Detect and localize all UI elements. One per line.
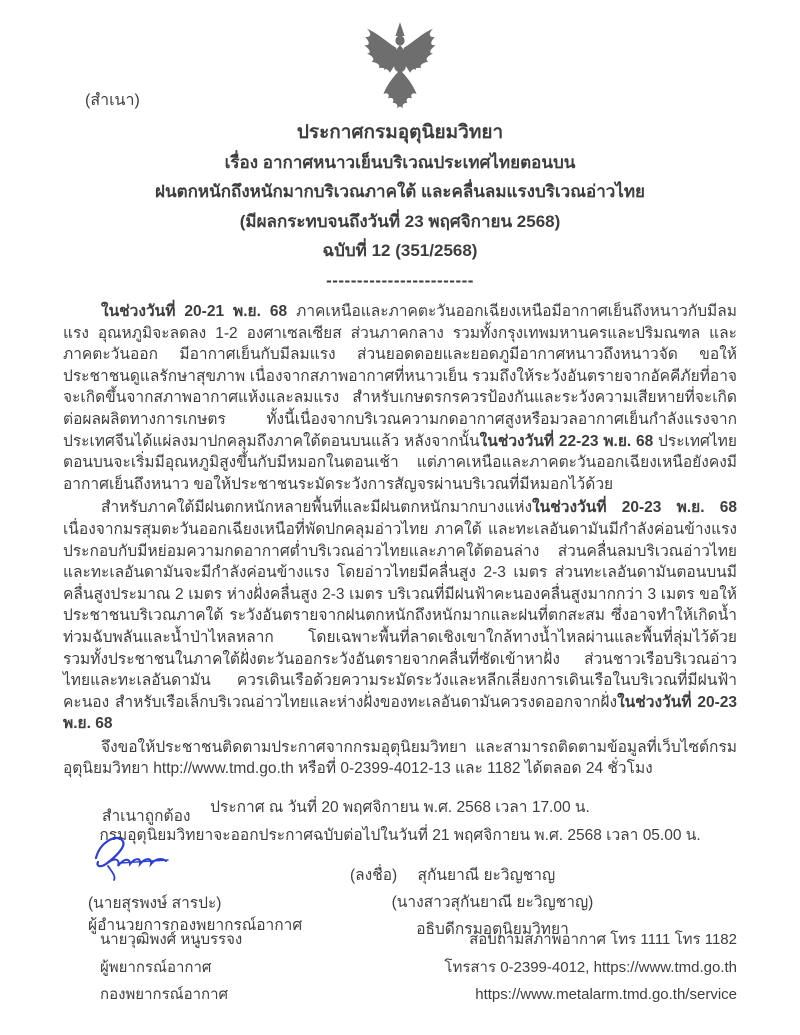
paragraph-3: จึงขอให้ประชาชนติดตามประกาศจากกรมอุตุนิยมวิทยา และสามารถติดตามข้อมูลที่เว็บไซต์กรมอุตุนิยมวิทยา http://www.tmd.go.th หรือที่ 0-2399-4012-13 และ 1182 ได้ตลอด 24 ชั่วโมง: [63, 738, 737, 778]
body-text: [63, 301, 737, 780]
signed-name: สุกันยาณี ยะวิญชาญ: [417, 867, 556, 885]
paragraph-2: สำหรับภาคใต้มีฝนตกหนักหลายพื้นที่และมีฝนตกหนักมากบางแห่งในช่วงวันที่ 20-23 พ.ย. 68 เนื่องจากมรสุมตะวันออกเฉียงเหนือที่พัดปกคลุมอ่าวไทย ภาคใต้ และทะเลอันดามันมีกำลังค่อนข้างแรง ประกอบกับมีหย่อมความกดอากาศต่ำบริเวณอ่าวไทยและภาคใต้ตอนล่าง ส่วนคลื่นลมบริเวณอ่าวไทยและทะเลอันดามันจะมีกำลังค่อนข้างแรง โดยอ่าวไทยมีคลื่นสูง 2-3 เมตร ส่วนทะเลอันดามันตอนบนมีคลื่นสูงประมาณ 2 เมตร ห่างฝั่งคลื่นสูง 2-3 เมตร บริเวณที่มีฝนฟ้าคะนองคลื่นสูงมากกว่า 3 เมตร ขอให้ประชาชนบริเวณภาคใต้ ระวังอันตรายจากฝนตกหนักถึงหนักมากและฝนที่ตกสะสม ซึ่งอาจทำให้เกิดน้ำท่วมฉับพลันและน้ำป่าไหลหลาก โดยเฉพาะพื้นที่ลาดเชิงเขาใกล้ทางน้ำไหลผ่านและพื้นที่ลุ่มไว้ด้วย รวมทั้งประชาชนในภาคใต้ฝั่งตะวันออกระวังอันตรายจากคลื่นที่ซัดเข้าหาฝั่ง ส่วนชาวเรือบริเวณอ่าวไทยและทะเลอันดามัน ควรเดินเรือด้วยความระมัดระวังและหลีกเลี่ยงการเดินเรือในบริเวณที่มีฝนฟ้าคะนอง สำหรับเรือเล็กบริเวณอ่าวไทยและห่างฝั่งของทะเลอันดามันควรงดออกจากฝั่งในช่วงวันที่ 20-23 พ.ย. 68: [63, 499, 737, 733]
footer-left-column: [100, 926, 242, 1009]
issued-date-line: ประกาศ ณ วันที่ 20 พฤศจิกายน พ.ศ. 2568 เวลา 17.00 น.: [210, 799, 590, 817]
subject-line-2: ฝนตกหนักถึงหนักมากบริเวณภาคใต้ และคลื่นลมแรงบริเวณอ่าวไทย: [154, 182, 646, 201]
weather-inquiry-phones: สอบถามสภาพอากาศ โทร 1111 โทร 1182: [469, 931, 737, 948]
effective-note: (มีผลกระทบจนถึงวันที่ 23 พฤศจิกายน 2568): [239, 211, 561, 231]
forecaster-division: กองพยากรณ์อากาศ: [100, 986, 229, 1003]
signed-line: [350, 862, 635, 889]
certifier-name: (นายสุรพงษ์ สารปะ): [88, 895, 222, 912]
document-title: ประกาศกรมอุตุนิยมวิทยา: [296, 122, 504, 143]
signer-name-parens: (นางสาวสุกันยาณี ยะวิญชาญ): [391, 894, 594, 912]
footer-right-column: [444, 926, 737, 1009]
garuda-emblem-icon: [354, 22, 446, 123]
header-block: [0, 118, 800, 295]
copy-label: (สำเนา): [85, 92, 140, 109]
next-issue-line: กรมอุตุนิยมวิทยาจะออกประกาศฉบับต่อไปในวันที่ 21 พฤศจิกายน พ.ศ. 2568 เวลา 05.00 น.: [99, 827, 701, 845]
fax-and-website: โทรสาร 0-2399-4012, https://www.tmd.go.th: [444, 958, 737, 976]
handwritten-signature-icon: [86, 830, 302, 889]
paragraph-1: ในช่วงวันที่ 20-21 พ.ย. 68 ภาคเหนือและภาคตะวันออกเฉียงเหนือมีอากาศเย็นถึงหนาวกับมีลมแรง อุณหภูมิจะลดลง 1-2 องศาเซลเซียส ส่วนภาคกลาง รวมทั้งกรุงเทพมหานครและปริมณฑล และภาคตะวันออก มีอากาศเย็นกับมีลมแรง ส่วนยอดดอยและยอดภูมีอากาศหนาวถึงหนาวจัด ขอให้ประชาชนดูแลรักษาสุขภาพ เนื่องจากสภาพอากาศที่หนาวเย็น รวมถึงให้ระวังอันตรายจากอัคคีภัยที่อาจจะเกิดขึ้นจากสภาพอากาศแห้งและลมแรง สำหรับเกษตรกรควรป้องกันและระวังความเสียหายที่จะเกิดต่อผลผลิตทางการเกษตร ทั้งนี้เนื่องจากบริเวณความกดอากาศสูงหรือมวลอากาศเย็นกำลังแรงจากประเทศจีนได้แผ่ลงมาปกคลุมถึงภาคใต้ตอนบนแล้ว หลังจากนั้นในช่วงวันที่ 22-23 พ.ย. 68 ประเทศไทยตอนบนจะเริ่มมีอุณหภูมิสูงขึ้นกับมีหมอกในตอนเช้า แต่ภาคเหนือและภาคตะวันออกเฉียงเหนือยังคงมีอากาศเย็นถึงหนาว ขอให้ประชาชนระมัดระวังการสัญจรผ่านบริเวณที่มีหมอกไว้ด้วย: [63, 303, 737, 493]
copy-certification-block: [88, 806, 302, 937]
issue-number: ฉบับที่ 12 (351/2568): [322, 241, 478, 260]
signed-label: (ลงชื่อ): [350, 867, 398, 885]
separator-line: ------------------------: [326, 270, 474, 290]
signer-position: อธิบดีกรมอุตุนิยมวิทยา: [416, 921, 569, 939]
document-top: [0, 0, 800, 118]
subject-line-1: เรื่อง อากาศหนาวเย็นบริเวณประเทศไทยตอนบน: [224, 152, 576, 172]
certifier-position: ผู้อำนวยการกองพยากรณ์อากาศ: [88, 917, 303, 934]
forecaster-name: นายวุฒิพงศ์ หนูบรรจง: [100, 931, 243, 948]
metalarm-url: https://www.metalarm.tmd.go.th/service: [475, 986, 737, 1003]
footer: [100, 926, 737, 1009]
forecaster-title: ผู้พยากรณ์อากาศ: [100, 958, 212, 976]
copy-correct-label: สำเนาถูกต้อง: [102, 808, 191, 825]
